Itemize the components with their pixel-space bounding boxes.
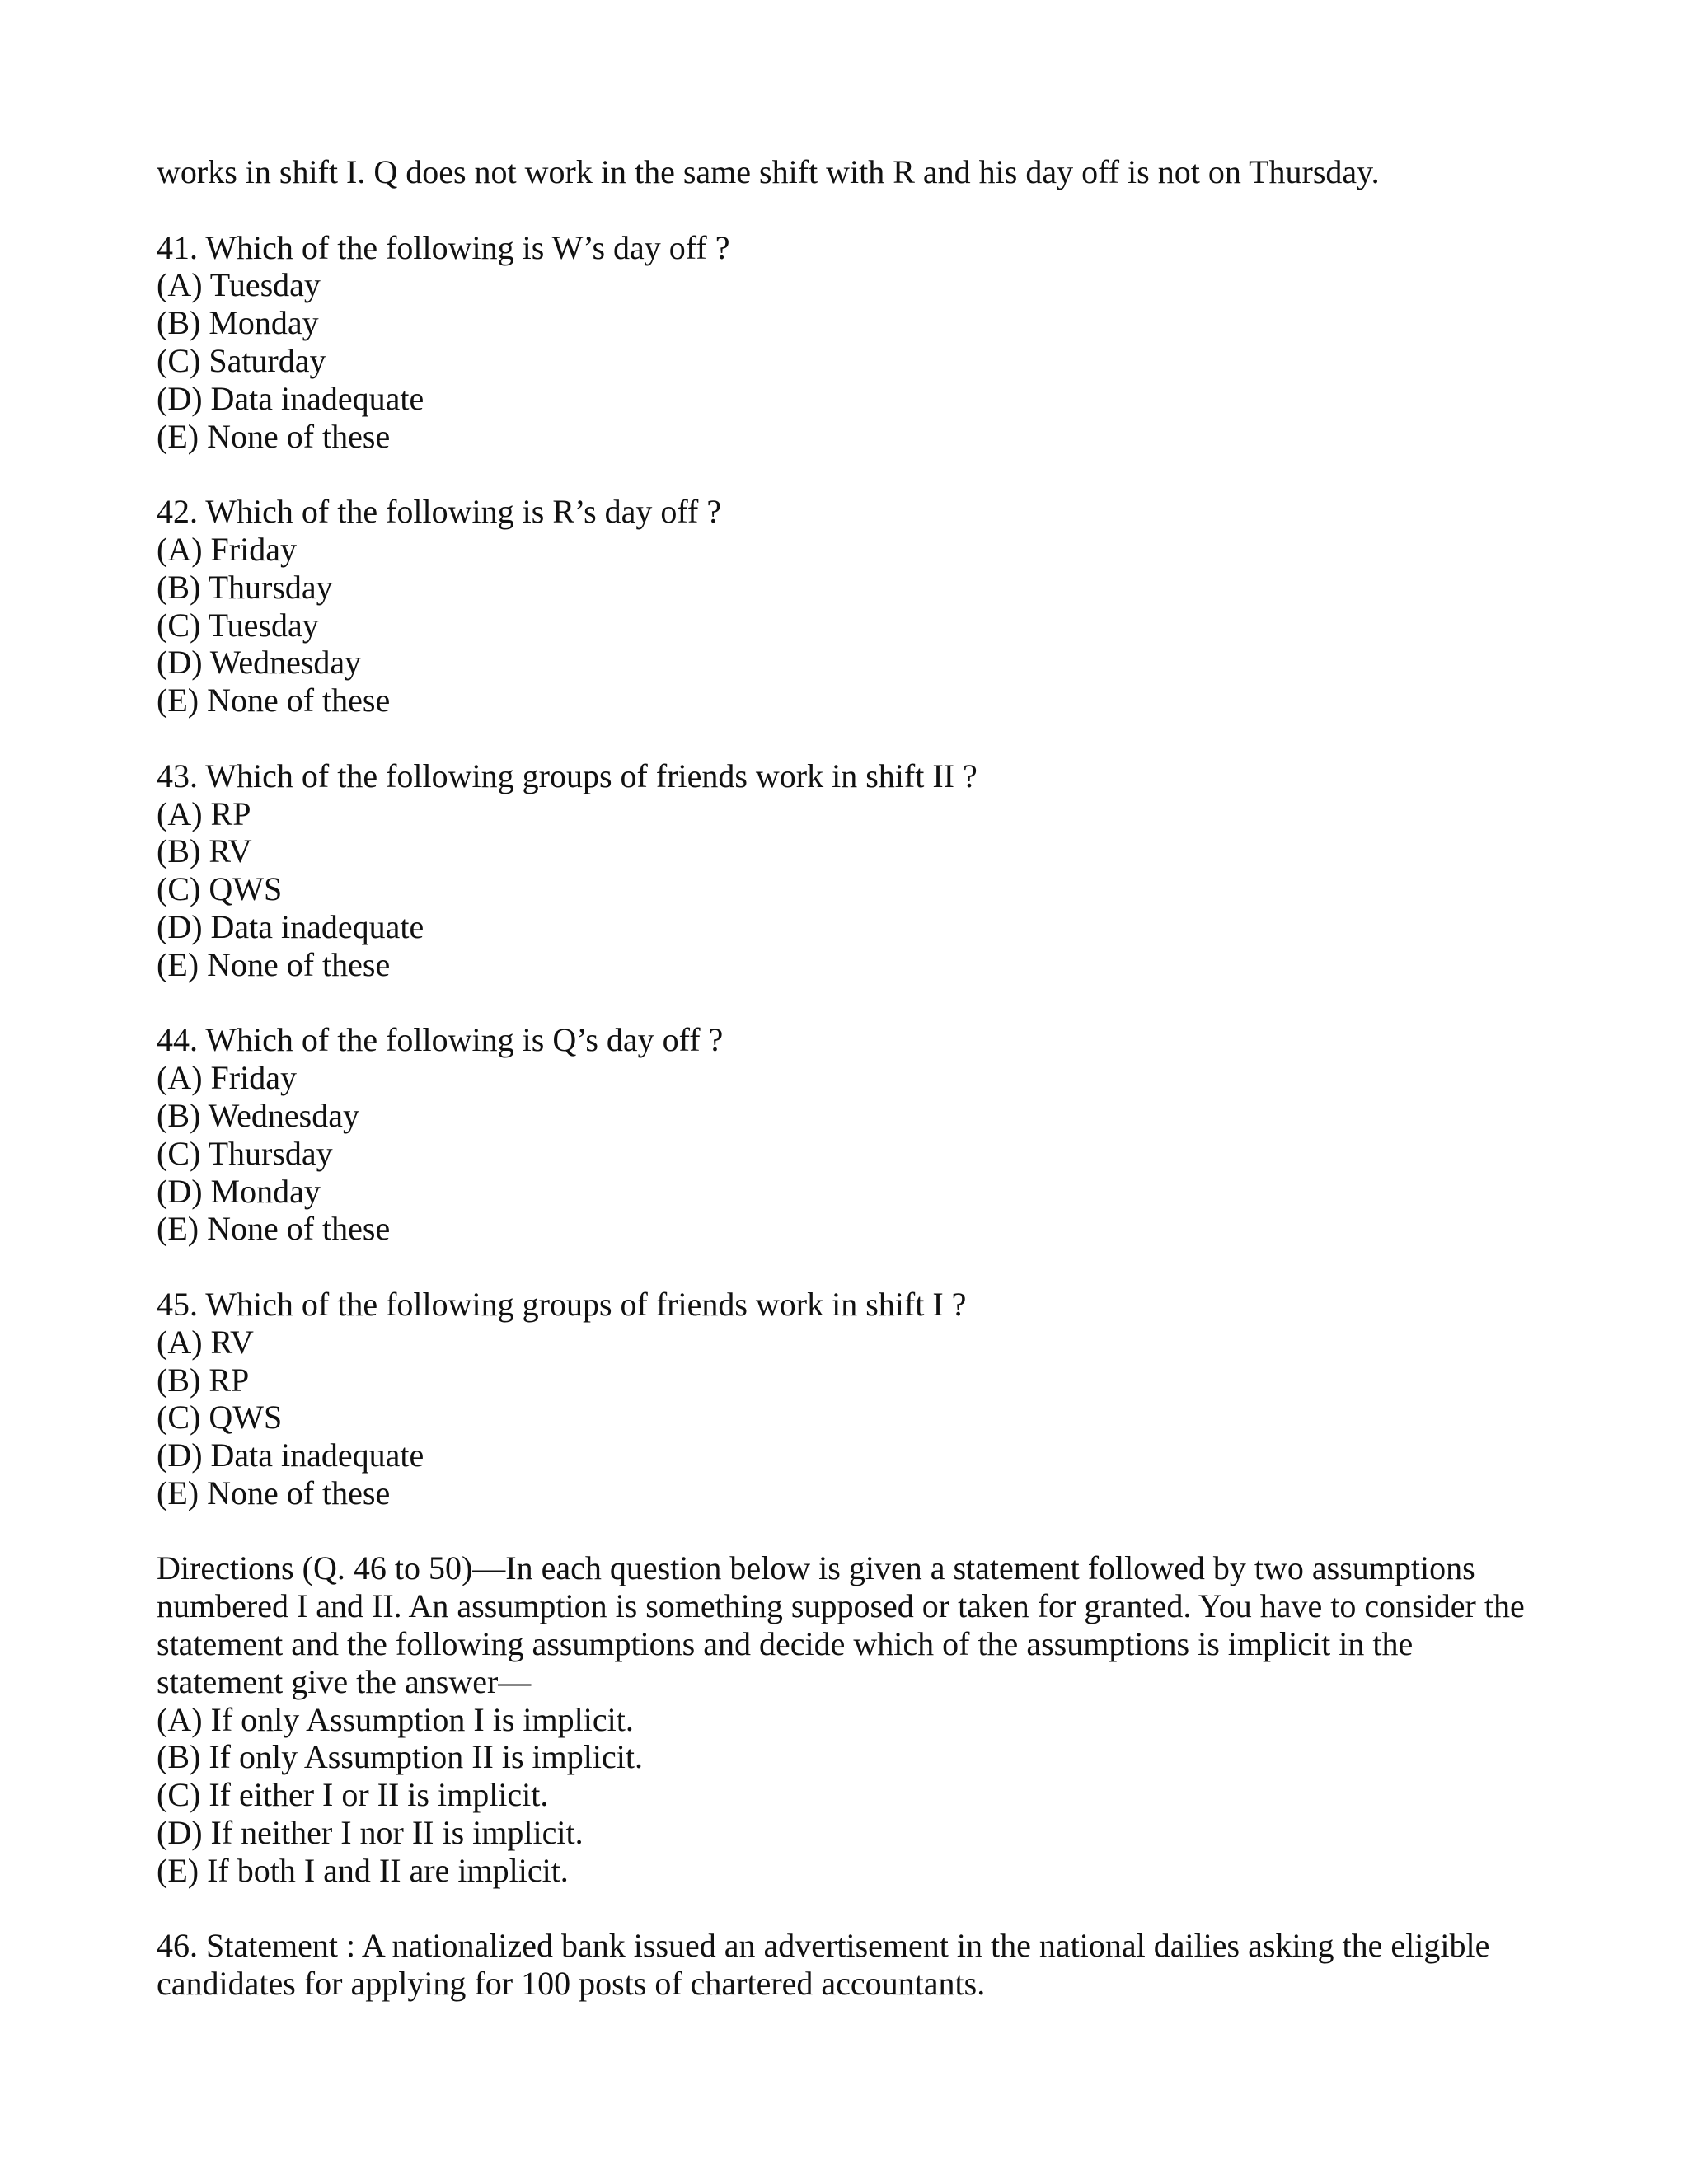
- directions-line: Directions (Q. 46 to 50)—In each question below is given a statement followed by two assumptions: [157, 1549, 1475, 1587]
- option-b: (B) RV: [157, 832, 252, 870]
- question-text: 43. Which of the following groups of friends work in shift II ?: [157, 757, 978, 794]
- spacer: [157, 1890, 1558, 1928]
- question-45: [157, 1286, 1558, 1512]
- spacer: [157, 191, 1558, 229]
- option-e: (E) None of these: [157, 1210, 391, 1248]
- option-a: (A) RP: [157, 794, 251, 832]
- intro-line: works in shift I. Q does not work in the same shift with R and his day off is not on Thursday.: [157, 153, 1380, 190]
- question-text: 45. Which of the following groups of friends work in shift I ?: [157, 1285, 967, 1323]
- question-text: 42. Which of the following is R’s day off ?: [157, 493, 722, 531]
- spacer: [157, 1248, 1558, 1286]
- answer-option-c: (C) If either I or II is implicit.: [157, 1776, 549, 1814]
- statement-46: [157, 1927, 1558, 2003]
- statement-line: 46. Statement : A nationalized bank issued an advertisement in the national dailies asking the eligible: [157, 1927, 1490, 1965]
- option-b: (B) Monday: [157, 304, 319, 342]
- directions-line: statement and the following assumptions and decide which of the assumptions is implicit in the: [157, 1625, 1414, 1663]
- option-d: (D) Wednesday: [157, 644, 362, 682]
- option-e: (E) None of these: [157, 1474, 391, 1511]
- question-text: 41. Which of the following is W’s day off ?: [157, 228, 730, 266]
- directions-line: numbered I and II. An assumption is something supposed or taken for granted. You have to consider the: [157, 1587, 1525, 1625]
- question-44: [157, 1021, 1558, 1248]
- spacer: [157, 719, 1558, 757]
- spacer: [157, 455, 1558, 493]
- option-d: (D) Data inadequate: [157, 907, 424, 945]
- directions-block: [157, 1549, 1558, 1889]
- spacer: [157, 984, 1558, 1022]
- option-d: (D) Data inadequate: [157, 379, 424, 417]
- option-c: (C) QWS: [157, 870, 283, 908]
- option-b: (B) Thursday: [157, 568, 333, 606]
- option-a: (A) RV: [157, 1323, 254, 1361]
- directions-line: statement give the answer—: [157, 1662, 532, 1700]
- option-a: (A) Tuesday: [157, 266, 321, 304]
- statement-line: candidates for applying for 100 posts of chartered accountants.: [157, 1965, 986, 2003]
- option-e: (E) None of these: [157, 417, 391, 455]
- question-41: [157, 229, 1558, 456]
- option-b: (B) Wednesday: [157, 1096, 359, 1134]
- document-page: [157, 153, 1558, 2003]
- option-c: (C) Saturday: [157, 341, 326, 379]
- option-d: (D) Data inadequate: [157, 1436, 424, 1474]
- option-c: (C) QWS: [157, 1399, 283, 1436]
- option-a: (A) Friday: [157, 530, 297, 568]
- question-42: [157, 493, 1558, 719]
- option-c: (C) Thursday: [157, 1134, 333, 1172]
- answer-option-e: (E) If both I and II are implicit.: [157, 1851, 569, 1889]
- option-c: (C) Tuesday: [157, 606, 319, 644]
- spacer: [157, 1512, 1558, 1550]
- question-43: [157, 757, 1558, 984]
- answer-option-d: (D) If neither I nor II is implicit.: [157, 1814, 584, 1852]
- option-b: (B) RP: [157, 1361, 250, 1399]
- option-e: (E) None of these: [157, 945, 391, 983]
- question-text: 44. Which of the following is Q’s day off ?: [157, 1021, 724, 1059]
- option-d: (D) Monday: [157, 1172, 321, 1210]
- option-e: (E) None of these: [157, 682, 391, 719]
- answer-option-a: (A) If only Assumption I is implicit.: [157, 1700, 634, 1738]
- option-a: (A) Friday: [157, 1059, 297, 1097]
- answer-option-b: (B) If only Assumption II is implicit.: [157, 1738, 643, 1776]
